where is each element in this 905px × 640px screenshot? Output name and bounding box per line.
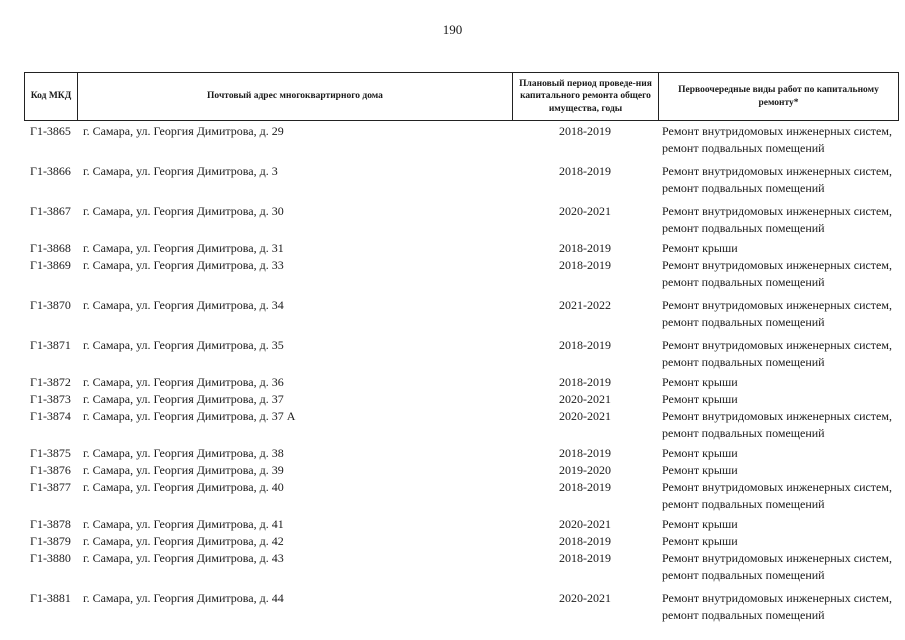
row-works [658,123,899,163]
row-works [658,590,899,627]
row-code: Г1-3876 [30,463,71,477]
works-line: Ремонт крыши [662,534,738,548]
works-line: Ремонт крыши [662,392,738,406]
row-code: Г1-3872 [30,375,71,389]
row-address: г. Самара, ул. Георгия Димитрова, д. 29 [83,124,284,138]
row-works [658,391,899,408]
works-line: ремонт подвальных помещений [662,567,825,582]
works-line: ремонт подвальных помещений [662,425,825,440]
works-line: ремонт подвальных помещений [662,220,825,235]
row-address: г. Самара, ул. Георгия Димитрова, д. 37 А [83,409,296,423]
row-address: г. Самара, ул. Георгия Димитрова, д. 42 [83,534,284,548]
row-address: г. Самара, ул. Георгия Димитрова, д. 3 [83,164,278,178]
row-address: г. Самара, ул. Георгия Димитрова, д. 41 [83,517,284,531]
row-code: Г1-3877 [30,480,71,494]
row-period: 2018-2019 [559,480,611,494]
row-address: г. Самара, ул. Георгия Димитрова, д. 30 [83,204,284,218]
works-line: Ремонт крыши [662,517,738,531]
works-line: Ремонт внутридомовых инженерных систем, [662,124,892,138]
works-line: ремонт подвальных помещений [662,607,825,622]
row-works [658,462,899,479]
row-works [658,516,899,533]
row-address: г. Самара, ул. Георгия Димитрова, д. 39 [83,463,284,477]
table-row [24,445,899,462]
table-row [24,297,899,337]
row-code: Г1-3865 [30,124,71,138]
row-address: г. Самара, ул. Георгия Димитрова, д. 43 [83,551,284,565]
row-code: Г1-3871 [30,338,71,352]
table-body [24,121,899,627]
row-code: Г1-3878 [30,517,71,531]
row-period: 2018-2019 [559,534,611,548]
row-works [658,240,899,257]
row-works [658,163,899,203]
row-period: 2018-2019 [559,124,611,138]
table-row [24,479,899,516]
row-works [658,257,899,297]
row-works [658,445,899,462]
works-line: Ремонт внутридомовых инженерных систем, [662,338,892,352]
table-header [24,72,899,121]
works-line: Ремонт внутридомовых инженерных систем, [662,164,892,178]
row-code: Г1-3870 [30,298,71,312]
header-address: Почтовый адрес многоквартирного дома [78,73,513,120]
row-period: 2018-2019 [559,551,611,565]
row-period: 2019-2020 [559,463,611,477]
row-address: г. Самара, ул. Георгия Димитрова, д. 44 [83,591,284,605]
works-line: Ремонт внутридомовых инженерных систем, [662,409,892,423]
row-period: 2018-2019 [559,446,611,460]
page-number: 190 [442,22,463,37]
row-period: 2020-2021 [559,392,611,406]
row-period: 2020-2021 [559,517,611,531]
table-row [24,163,899,203]
table-row [24,123,899,163]
row-address: г. Самара, ул. Георгия Димитрова, д. 34 [83,298,284,312]
works-line: Ремонт крыши [662,375,738,389]
works-line: Ремонт внутридомовых инженерных систем, [662,551,892,565]
row-works [658,533,899,550]
row-code: Г1-3873 [30,392,71,406]
table-row [24,550,899,590]
works-line: Ремонт внутридомовых инженерных систем, [662,591,892,605]
works-line: ремонт подвальных помещений [662,314,825,329]
row-code: Г1-3880 [30,551,71,565]
works-line: Ремонт крыши [662,241,738,255]
header-code: Код МКД [25,73,78,120]
works-line: Ремонт внутридомовых инженерных систем, [662,258,892,272]
table-row [24,462,899,479]
header-works: Первоочередные виды работ по капитальному ремонту* [659,73,899,120]
row-period: 2018-2019 [559,164,611,178]
table-row [24,374,899,391]
header-period: Плановый период проведе-ния капитального ремонта общего имущества, годы [513,73,659,120]
row-works [658,408,899,445]
table-row [24,516,899,533]
row-works [658,337,899,374]
works-line: ремонт подвальных помещений [662,140,825,155]
works-line: Ремонт внутридомовых инженерных систем, [662,480,892,494]
row-address: г. Самара, ул. Георгия Димитрова, д. 35 [83,338,284,352]
row-period: 2018-2019 [559,258,611,272]
row-period: 2020-2021 [559,591,611,605]
works-line: ремонт подвальных помещений [662,180,825,195]
row-code: Г1-3866 [30,164,71,178]
row-period: 2018-2019 [559,375,611,389]
row-period: 2021-2022 [559,298,611,312]
row-code: Г1-3879 [30,534,71,548]
row-works [658,203,899,240]
row-works [658,550,899,590]
works-line: Ремонт крыши [662,463,738,477]
row-period: 2018-2019 [559,241,611,255]
table-row [24,240,899,257]
row-address: г. Самара, ул. Георгия Димитрова, д. 40 [83,480,284,494]
row-address: г. Самара, ул. Георгия Димитрова, д. 31 [83,241,284,255]
works-line: Ремонт крыши [662,446,738,460]
works-line: ремонт подвальных помещений [662,354,825,369]
row-code: Г1-3867 [30,204,71,218]
row-code: Г1-3881 [30,591,71,605]
works-line: Ремонт внутридомовых инженерных систем, [662,204,892,218]
table-row [24,533,899,550]
table-row [24,391,899,408]
row-period: 2020-2021 [559,409,611,423]
row-works [658,374,899,391]
works-line: ремонт подвальных помещений [662,274,825,289]
row-period: 2018-2019 [559,338,611,352]
capital-repair-table [24,72,899,627]
row-code: Г1-3874 [30,409,71,423]
row-address: г. Самара, ул. Георгия Димитрова, д. 38 [83,446,284,460]
row-address: г. Самара, ул. Георгия Димитрова, д. 36 [83,375,284,389]
row-address: г. Самара, ул. Георгия Димитрова, д. 33 [83,258,284,272]
row-address: г. Самара, ул. Георгия Димитрова, д. 37 [83,392,284,406]
table-row [24,590,899,627]
row-code: Г1-3875 [30,446,71,460]
table-row [24,257,899,297]
row-code: Г1-3868 [30,241,71,255]
row-code: Г1-3869 [30,258,71,272]
works-line: Ремонт внутридомовых инженерных систем, [662,298,892,312]
works-line: ремонт подвальных помещений [662,496,825,511]
row-works [658,297,899,337]
table-row [24,337,899,374]
row-works [658,479,899,516]
table-row [24,408,899,445]
row-period: 2020-2021 [559,204,611,218]
table-row [24,203,899,240]
